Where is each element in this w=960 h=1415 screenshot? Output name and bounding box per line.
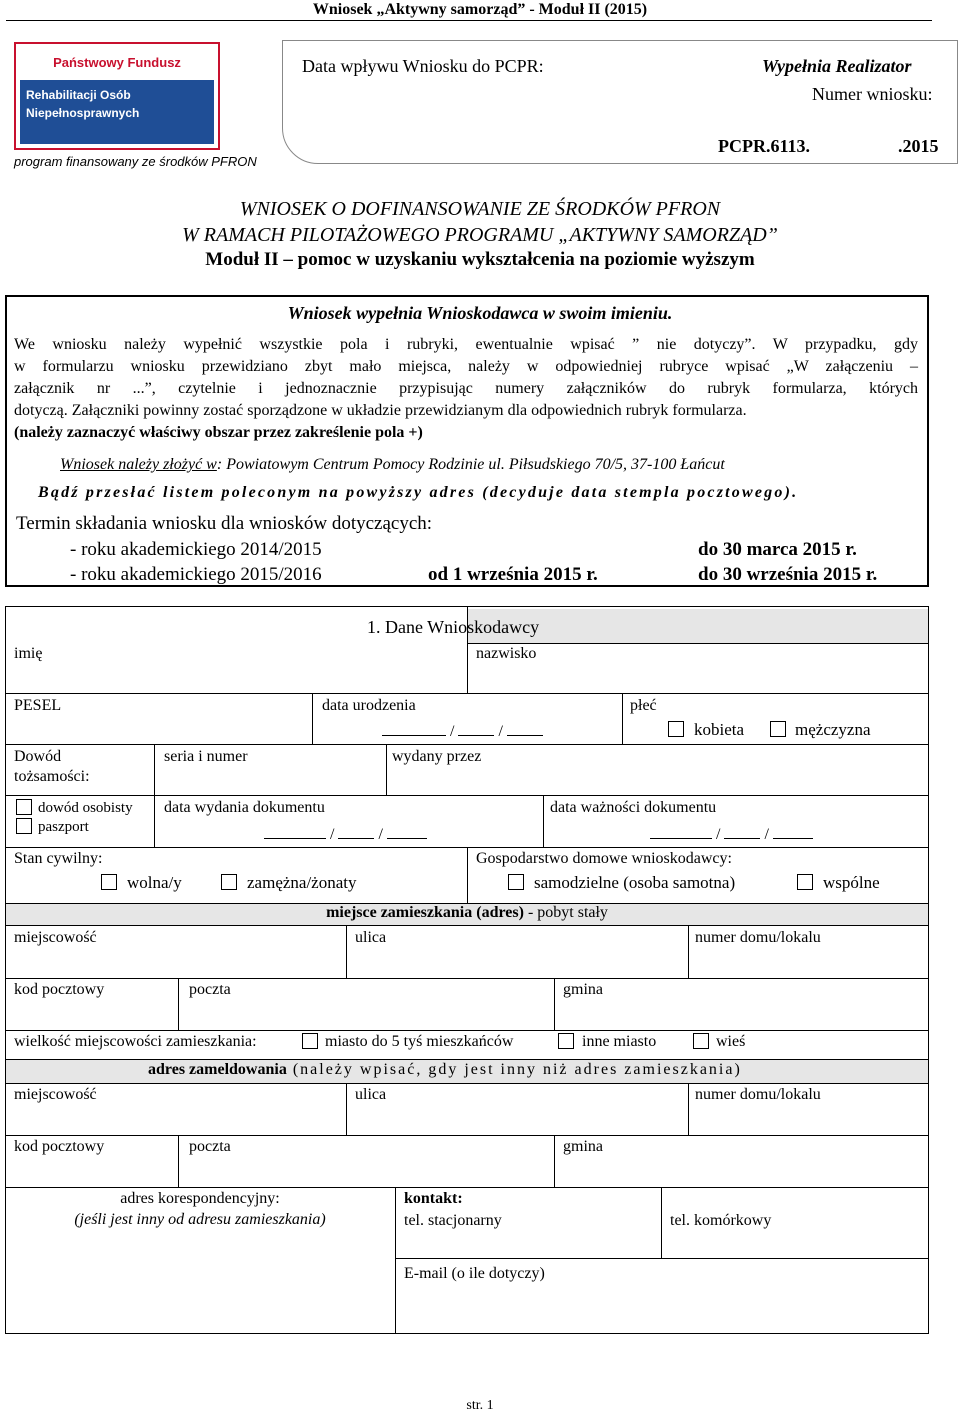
last-name-field[interactable]: nazwisko	[476, 645, 537, 662]
application-number-suffix: .2015	[898, 136, 939, 156]
residence-post-office-field[interactable]: poczta	[189, 981, 231, 998]
issue-date-input[interactable]: / /	[264, 824, 427, 845]
contact-label: kontakt:	[404, 1190, 463, 1207]
page-number: str. 1	[466, 1398, 494, 1413]
logo-caption: program finansowany ze środków PFRON	[14, 154, 257, 169]
main-title-line-3: Moduł II – pomoc w uzyskaniu wykształcenia na poziomie wyższym	[205, 249, 755, 270]
instructions-line-5: (należy zaznaczyć właściwy obszar przez zakreślenie pola +)	[14, 424, 423, 441]
female-label: kobieta	[694, 720, 745, 739]
id-document-label-2: tożsamości:	[14, 768, 90, 785]
female-checkbox[interactable]	[668, 721, 684, 737]
household-alone-checkbox[interactable]	[508, 874, 524, 890]
instructions-line-1: We wniosku należy wypełnić wszystkie pola i rubryki, ewentualnie wpisać ” nie dotyczy”. W przypadku, gdy	[14, 336, 918, 353]
household-shared-label: wspólne	[823, 873, 880, 892]
married-checkbox[interactable]	[221, 874, 237, 890]
pfron-logo	[14, 42, 220, 150]
correspondence-label-1: adres korespondencyjny:	[120, 1190, 280, 1207]
registration-post-office-field[interactable]: poczta	[189, 1138, 231, 1155]
married-label: zamężna/żonaty	[247, 873, 357, 892]
registration-title: adres zameldowania (należy wpisać, gdy jest inny niż adres zamieszkania)	[148, 1061, 742, 1078]
header-rule	[6, 20, 932, 21]
civil-status-label: Stan cywilny:	[14, 850, 103, 867]
series-number-field[interactable]: seria i numer	[164, 748, 248, 765]
expiry-date-input[interactable]: / /	[650, 824, 813, 845]
town-small-checkbox[interactable]	[302, 1033, 318, 1049]
main-title-line-1: WNIOSEK O DOFINANSOWANIE ZE ŚRODKÓW PFRON	[239, 198, 721, 220]
residence-house-field[interactable]: numer domu/lokalu	[695, 929, 821, 946]
residence-town-field[interactable]: miejscowość	[14, 929, 97, 946]
single-label: wolna/y	[127, 873, 182, 892]
filled-by-label: Wypełnia Realizator	[762, 56, 912, 76]
document-header: Wniosek „Aktywny samorząd” - Moduł II (2015)	[312, 1, 648, 18]
instructions-heading: Wniosek wypełnia Wnioskodawca w swoim imieniu.	[287, 303, 673, 323]
single-checkbox[interactable]	[101, 874, 117, 890]
received-date-label: Data wpływu Wniosku do PCPR:	[302, 56, 544, 76]
deadline-year-1-to: do 30 marca 2015 r.	[698, 539, 857, 560]
residence-street-field[interactable]: ulica	[355, 929, 387, 946]
expiry-date-field[interactable]: data ważności dokumentu	[550, 799, 717, 816]
first-name-field[interactable]: imię	[14, 645, 43, 662]
registration-commune-field[interactable]: gmina	[563, 1138, 603, 1155]
town-small-label: miasto do 5 tyś mieszkańców	[325, 1033, 514, 1050]
id-document-label-1: Dowód	[14, 748, 62, 765]
logo-line-2: Rehabilitacji Osób	[26, 88, 131, 102]
household-shared-checkbox[interactable]	[797, 874, 813, 890]
passport-label: paszport	[38, 819, 89, 835]
deadline-year-1: - roku akademickiego 2014/2015	[70, 539, 322, 560]
town-size-label: wielkość miejscowości zamieszkania:	[14, 1033, 257, 1050]
logo-line-1: Państwowy Fundusz	[53, 55, 181, 70]
deadline-year-2-to: do 30 września 2015 r.	[698, 564, 878, 585]
mobile-field[interactable]: tel. komórkowy	[670, 1212, 772, 1229]
issue-date-field[interactable]: data wydania dokumentu	[164, 799, 325, 816]
email-field[interactable]: E-mail (o ile dotyczy)	[404, 1265, 545, 1282]
deadline-year-2: - roku akademickiego 2015/2016	[70, 564, 322, 585]
sex-label: płeć	[630, 697, 657, 714]
town-other-label: inne miasto	[582, 1033, 657, 1050]
town-other-checkbox[interactable]	[558, 1033, 574, 1049]
instructions-line-2: w formularzu wniosku przewidziano zbyt mało miejsca, należy w odpowiedniej rubryce wpisać „W załączeniu –	[14, 358, 918, 375]
residence-title: miejsce zamieszkania (adres) - pobyt stały	[326, 904, 608, 921]
birth-date-field[interactable]: data urodzenia	[322, 697, 416, 714]
correspondence-label-2: (jeśli jest inny od adresu zamieszkania)	[74, 1211, 326, 1228]
instructions-line-4: dotyczą. Załączniki powinny zostać sporządzone w układzie przewidzianym dla odpowiednich rubryk formularza.	[14, 402, 747, 419]
residence-postal-field[interactable]: kod pocztowy	[14, 981, 105, 998]
submission-place: : Powiatowym Centrum Pomocy Rodzinie ul. Piłsudskiego 70/5, 37-100 Łańcut	[216, 456, 725, 473]
male-label: mężczyzna	[795, 720, 871, 739]
registration-town-field[interactable]: miejscowość	[14, 1086, 97, 1103]
registration-street-field[interactable]: ulica	[355, 1086, 387, 1103]
deadline-heading: Termin składania wniosku dla wniosków dotyczących:	[16, 513, 433, 534]
male-checkbox[interactable]	[770, 721, 786, 737]
passport-checkbox[interactable]	[16, 818, 32, 834]
deadline-year-2-from: od 1 września 2015 r.	[428, 564, 598, 585]
birth-date-input[interactable]: / /	[382, 721, 543, 742]
mail-info: Bądź przesłać listem poleconym na powyższy adres (decyduje data stempla pocztowego).	[38, 484, 799, 501]
main-title-line-2: W RAMACH PILOTAŻOWEGO PROGRAMU „AKTYWNY SAMORZĄD”	[182, 224, 778, 246]
submission-label: Wniosek należy złożyć w	[60, 456, 217, 473]
issued-by-field[interactable]: wydany przez	[392, 748, 482, 765]
registration-house-field[interactable]: numer domu/lokalu	[695, 1086, 821, 1103]
instructions-line-3: załącznik nr ...”, czytelnie i jednoznacznie przypisując numery załączników do rubryk formularza, których	[14, 380, 918, 397]
household-label: Gospodarstwo domowe wnioskodawcy:	[476, 850, 732, 867]
registration-postal-field[interactable]: kod pocztowy	[14, 1138, 105, 1155]
landline-field[interactable]: tel. stacjonarny	[404, 1212, 502, 1229]
submission-info	[60, 456, 725, 474]
section-title: 1. Dane Wnioskodawcy	[367, 617, 540, 637]
residence-commune-field[interactable]: gmina	[563, 981, 603, 998]
application-number-label: Numer wniosku:	[812, 84, 933, 104]
id-card-label: dowód osobisty	[38, 800, 133, 816]
pesel-field[interactable]: PESEL	[14, 697, 62, 714]
village-checkbox[interactable]	[693, 1033, 709, 1049]
household-alone-label: samodzielne (osoba samotna)	[534, 873, 736, 892]
village-label: wieś	[716, 1033, 746, 1050]
id-card-checkbox[interactable]	[16, 799, 32, 815]
application-number-prefix[interactable]: PCPR.6113.	[718, 136, 810, 156]
logo-line-3: Niepełnosprawnych	[26, 106, 140, 120]
logo-block	[20, 80, 214, 144]
